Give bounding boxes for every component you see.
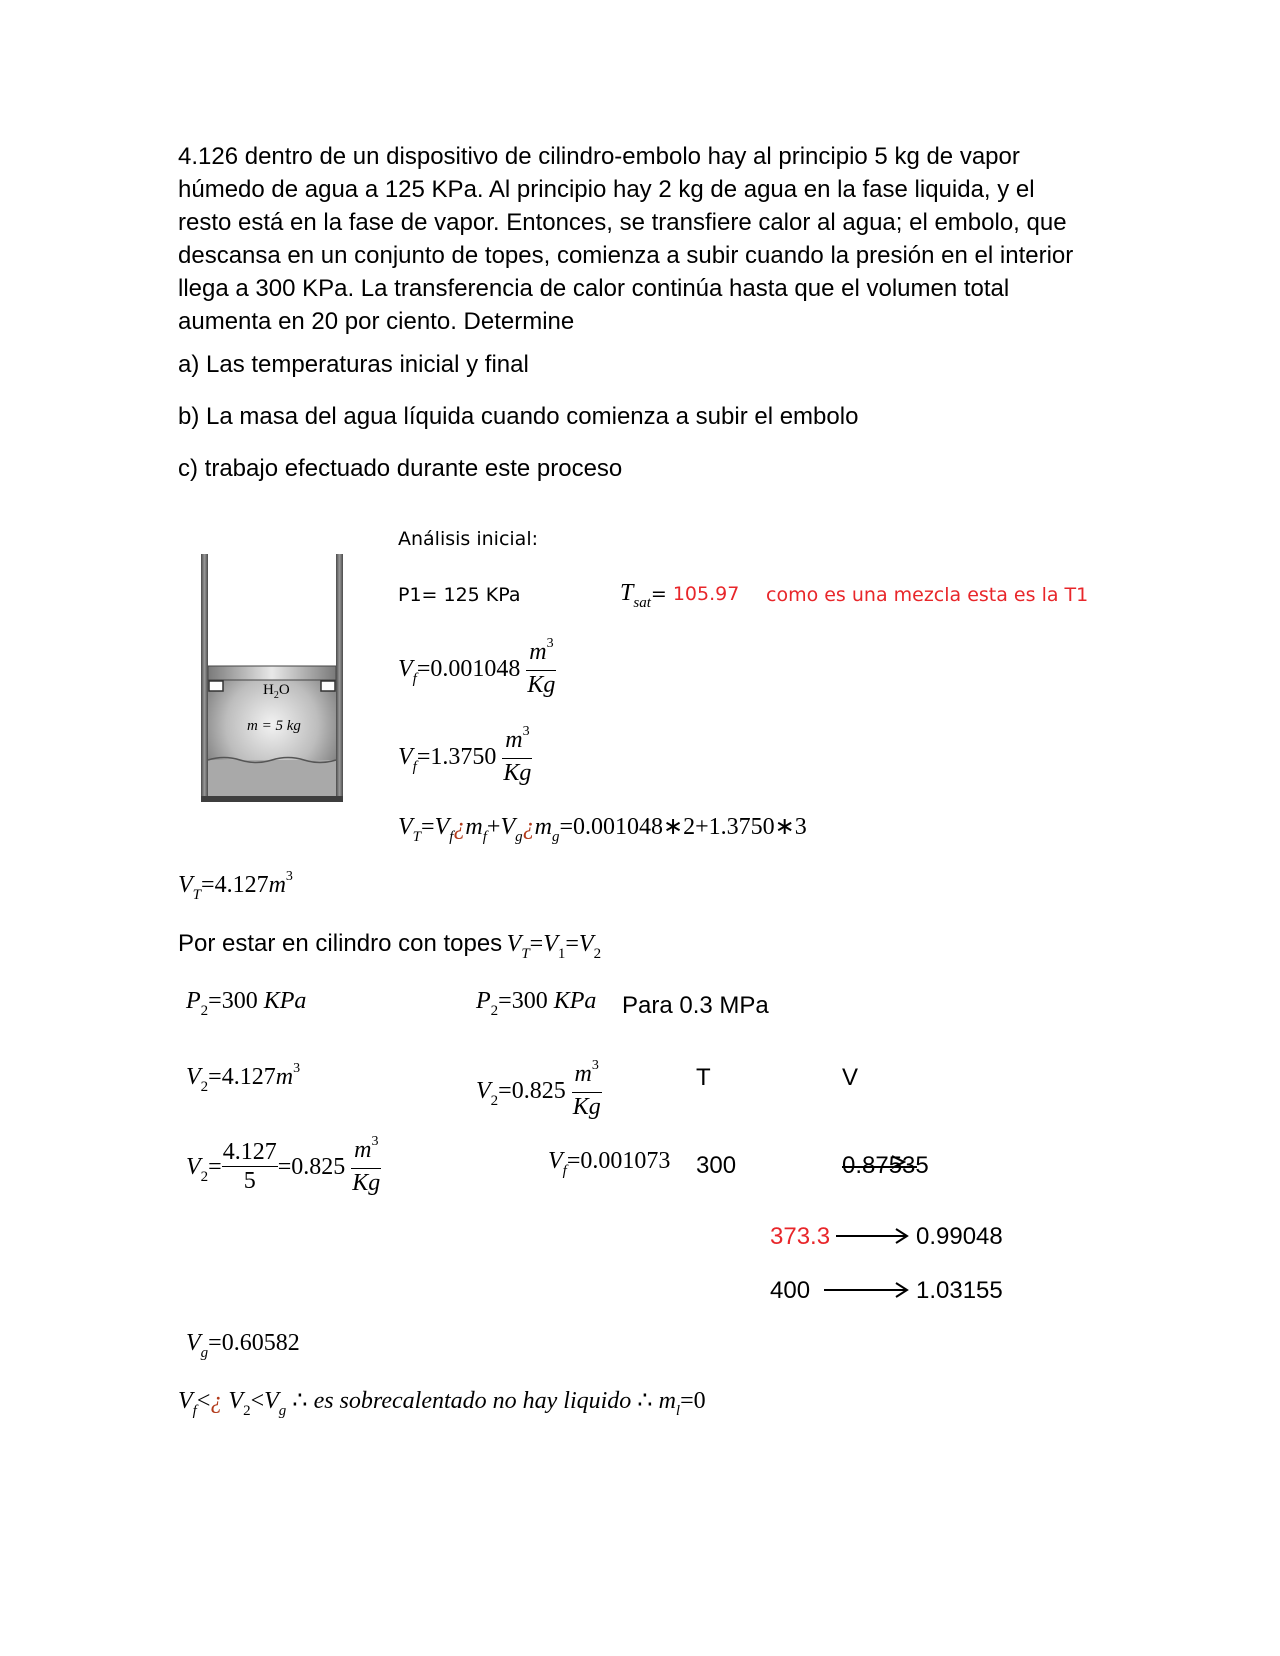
bottom-wall: [201, 796, 343, 802]
v2-total: $V_2=4.127m^3$: [186, 1061, 301, 1095]
vg-first-equation: $V_f=1.3750$ $\frac{m^3}{Kg}$: [398, 724, 532, 786]
p2-right: $P_2=300$ KPa: [476, 988, 597, 1019]
arrowhead-icon: [890, 1154, 906, 1170]
analysis-heading: Análisis inicial:: [398, 528, 539, 550]
interp-row-3-v: 1.03155: [916, 1277, 1003, 1304]
v2-fraction-equation: $V_2=$ $\frac{4.127}{5}$ =0.825 $\frac{m^3}{Kg}$: [186, 1134, 381, 1196]
conclusion-line: $V_f<¿$ $V_2<V_g$ ∴ es sobrecalentado no hay liquido ∴ $m_l=0$: [178, 1388, 706, 1419]
tsat-note: como es una mezcla esta es la T1: [766, 584, 1089, 606]
vt-expression: $V_T=V_f¿m_f+V_g¿m_g=0.001048∗2+1.3750∗3$: [398, 814, 807, 845]
tsat-line: $T_{sat}= 105.97$: [620, 580, 740, 611]
figure-substance-label: $H_2O$: [263, 682, 290, 701]
interp-row-3-t: 400: [770, 1277, 811, 1304]
interp-row-1-v: 0.87535: [842, 1152, 929, 1179]
arrow-right-icon: [836, 1226, 910, 1246]
right-stop: [321, 681, 335, 691]
piston-cylinder-figure: [198, 548, 348, 804]
interp-row-2-t: 373.3: [770, 1223, 831, 1250]
tsat-value: 105.97: [672, 583, 740, 605]
topes-line: Por estar en cilindro con topes $V_T=V_1=V_2$: [178, 930, 602, 962]
interp-row-2-v: 0.99048: [916, 1223, 1003, 1250]
vf-equation: $V_f=0.001048$ $\frac{m^3}{Kg}$: [398, 636, 556, 698]
vg-value: $V_g=0.60582$: [186, 1330, 300, 1361]
v2-specific: $V_2=0.825$ $\frac{m^3}{Kg}$: [476, 1058, 601, 1120]
item-c: c) trabajo efectuado durante este proceso: [178, 455, 623, 482]
item-a: a) Las temperaturas inicial y final: [178, 351, 529, 378]
item-b: b) La masa del agua líquida cuando comienza a subir el embolo: [178, 403, 859, 430]
problem-statement: 4.126 dentro de un dispositivo de cilindro-embolo hay al principio 5 kg de vapor húmedo de agua a 125 KPa. Al principio hay 2 kg de agua en la fase liquida, y el resto está en la fase de vapor. Entonces, se transfiere calor al agua; el embolo, que descansa en un conjunto de topes, comienza a subir cuando la presión en el interior llega a 300 KPa. La transferencia de calor continúa hasta que el volumen total aumenta en 20 por ciento. Determine: [178, 143, 1074, 335]
vf-state2: $V_f=0.001073$: [548, 1148, 671, 1179]
interp-header-v: V: [842, 1064, 859, 1091]
liquid-region: [208, 760, 336, 796]
arrow-right-icon: [824, 1280, 910, 1300]
piston: [208, 666, 336, 680]
figure-mass-label: m = 5 kg: [247, 718, 301, 734]
right-wall: [336, 554, 343, 800]
p2-left: $P_2=300$ KPa: [186, 988, 307, 1019]
para-label: Para 0.3 MPa: [622, 992, 769, 1019]
left-stop: [209, 681, 223, 691]
p1-value: P1= 125 KPa: [398, 584, 521, 606]
interp-header-t: T: [696, 1064, 711, 1091]
left-wall: [201, 554, 208, 800]
interp-row-1-t: 300: [696, 1152, 737, 1179]
vt-result: $V_T=4.127m^3$: [178, 869, 293, 903]
